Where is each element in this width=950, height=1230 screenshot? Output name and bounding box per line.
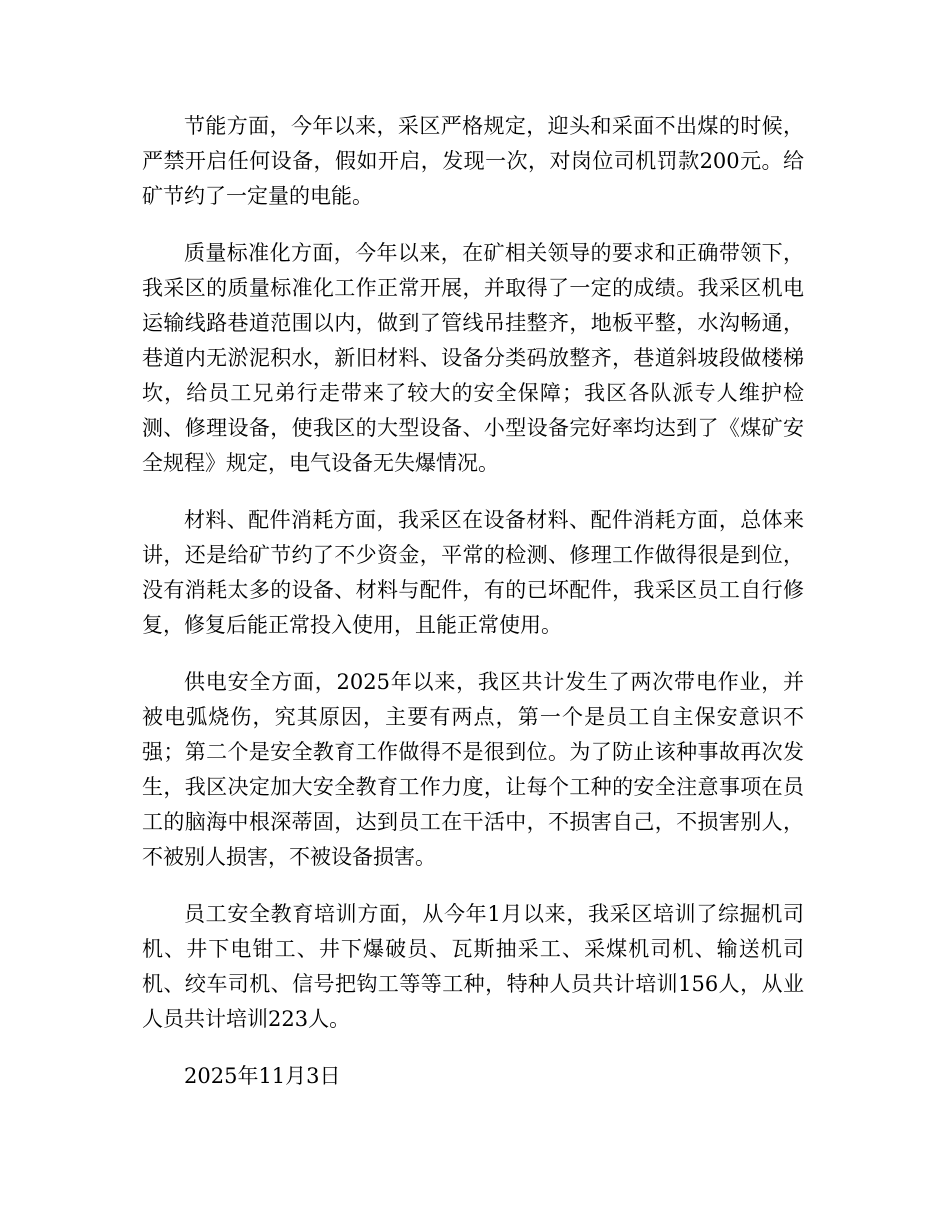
document-date: 2025年11月3日 xyxy=(184,1064,341,1088)
paragraph-power-safety: 供电安全方面，2025年以来，我区共计发生了两次带电作业，并被电弧烧伤，究其原因，主要有两点，第一个是员工自主保安意识不强；第二个是安全教育工作做得不是很到位。为了防止该种事故再次发生，我区决定加大安全教育工作力度，让每个工种的安全注意事项在员工的脑海中根深蒂固，达到员工在干活中，不损害自己，不损害别人，不被别人损害，不被设备损害。 xyxy=(142,670,804,869)
paragraph-energy-saving: 节能方面，今年以来，采区严格规定，迎头和采面不出煤的时候，严禁开启任何设备，假如开启，发现一次，对岗位司机罚款200元。给矿节约了一定量的电能。 xyxy=(142,114,804,208)
paragraph-materials-consumption: 材料、配件消耗方面，我采区在设备材料、配件消耗方面，总体来讲，还是给矿节约了不少资金，平常的检测、修理工作做得很是到位，没有消耗太多的设备、材料与配件，有的已坏配件，我采区员工自行修复，修复后能正常投入使用，且能正常使用。 xyxy=(142,508,804,637)
paragraph-safety-training: 员工安全教育培训方面，从今年1月以来，我采区培训了综掘机司机、井下电钳工、井下爆破员、瓦斯抽采工、采煤机司机、输送机司机、绞车司机、信号把钩工等等工种，特种人员共计培训156人，从业人员共计培训223人。 xyxy=(142,902,804,1031)
document-body xyxy=(142,109,804,1094)
paragraph-quality-standardization: 质量标准化方面，今年以来，在矿相关领导的要求和正确带领下，我采区的质量标准化工作正常开展，并取得了一定的成绩。我采区机电运输线路巷道范围以内，做到了管线吊挂整齐，地板平整，水沟畅通，巷道内无淤泥积水，新旧材料、设备分类码放整齐，巷道斜坡段做楼梯坎，给员工兄弟行走带来了较大的安全保障；我区各队派专人维护检测、修理设备，使我区的大型设备、小型设备完好率均达到了《煤矿安全规程》规定，电气设备无失爆情况。 xyxy=(142,241,804,475)
